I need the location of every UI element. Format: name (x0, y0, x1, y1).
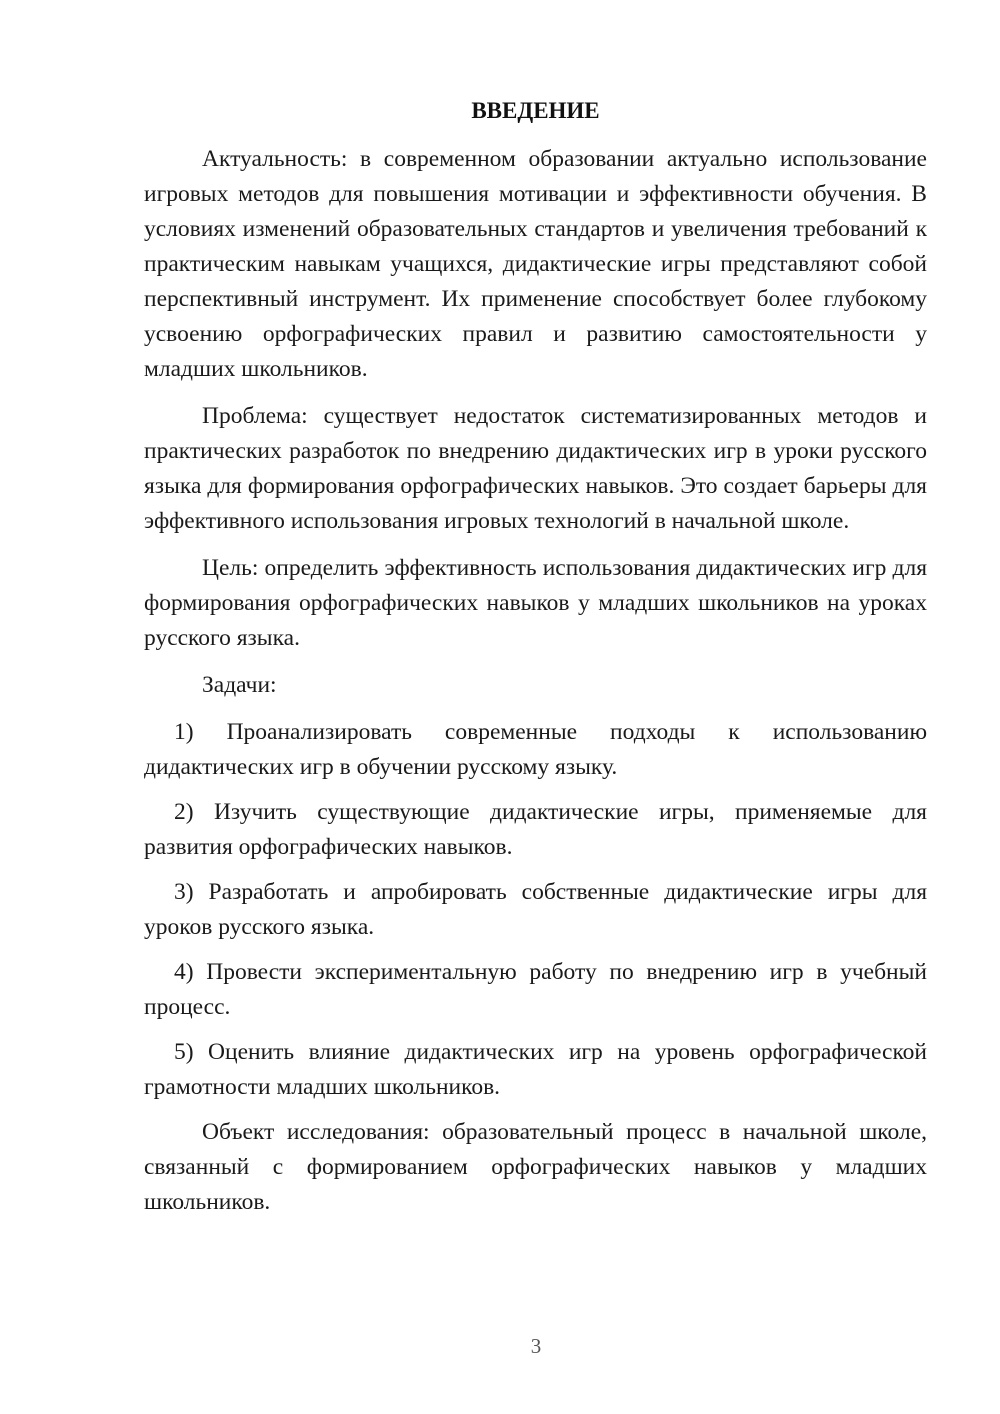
task-item: 4) Провести экспериментальную работу по внедрению игр в учебный процесс. (144, 959, 927, 1020)
task-item: 5) Оценить влияние дидактических игр на уровень орфографической грамотности младших школьников. (144, 1039, 927, 1100)
page-content (144, 96, 927, 1232)
section-heading: ВВЕДЕНИЕ (471, 98, 600, 123)
goal-paragraph: Цель: определить эффективность использования дидактических игр для формирования орфографических навыков у младших школьников на уроках русского языка. (144, 555, 927, 651)
relevance-paragraph: Актуальность: в современном образовании актуально использование игровых методов для повышения мотивации и эффективности обучения. В условиях изменений образовательных стандартов и увеличения требований к практическим навыкам учащихся, дидактические игры представляют собой перспективный инструмент. Их применение способствует более глубокому усвоению орфографических правил и развитию самостоятельности у младших школьников. (144, 146, 927, 382)
tasks-label: Задачи: (202, 672, 277, 698)
task-item: 2) Изучить существующие дидактические игры, применяемые для развития орфографических навыков. (144, 799, 927, 860)
problem-paragraph: Проблема: существует недостаток систематизированных методов и практических разработок по внедрению дидактических игр в уроки русского языка для формирования орфографических навыков. Это создает барьеры для эффективного использования игровых технологий в начальной школе. (144, 403, 927, 534)
task-item: 3) Разработать и апробировать собственные дидактические игры для уроков русского языка. (144, 879, 927, 940)
task-item: 1) Проанализировать современные подходы к использованию дидактических игр в обучении русскому языку. (144, 719, 927, 780)
page-number: 3 (530, 1334, 542, 1358)
research-object-paragraph: Объект исследования: образовательный процесс в начальной школе, связанный с формированием орфографических навыков у младших школьников. (144, 1119, 927, 1215)
